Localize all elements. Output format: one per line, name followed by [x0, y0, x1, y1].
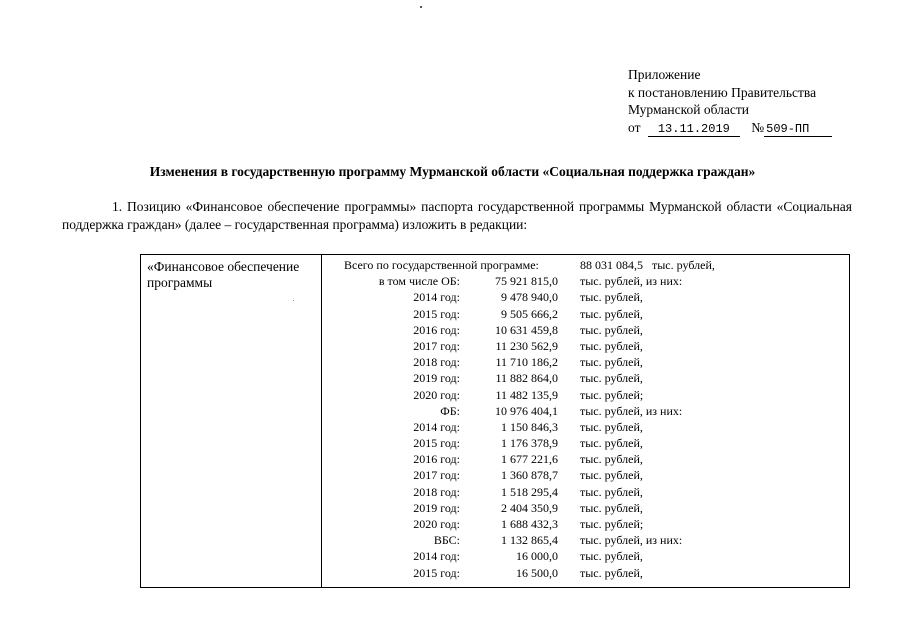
- appendix-header: [628, 66, 832, 137]
- financing-row: [322, 306, 850, 322]
- financing-row-label: 2019 год:: [413, 371, 460, 386]
- financing-row-value: 1 360 878,7: [501, 468, 558, 483]
- financing-row-unit: тыс. рублей,: [580, 452, 643, 467]
- financing-row-label: ВБС:: [433, 533, 460, 548]
- financing-rows: [322, 257, 850, 581]
- financing-row: [322, 338, 850, 354]
- financing-row-unit: тыс. рублей,: [652, 258, 715, 272]
- financing-row: [322, 532, 850, 548]
- financing-row-value: 1 132 865,4: [501, 533, 558, 548]
- financing-row: [322, 565, 850, 581]
- financing-row-value: 10 631 459,8: [495, 322, 558, 337]
- financing-row-unit: тыс. рублей,: [580, 468, 643, 483]
- financing-row-value: 16 500,0: [516, 565, 558, 580]
- financing-row-unit: тыс. рублей;: [580, 387, 644, 402]
- financing-row-value: 9 478 940,0: [501, 290, 558, 305]
- resolution-number: 509-ПП: [764, 122, 832, 137]
- financing-row-value: 16 000,0: [516, 549, 558, 564]
- financing-row: [322, 273, 850, 289]
- financing-row-label: ФБ:: [440, 403, 460, 418]
- financing-row-label: 2018 год:: [413, 484, 460, 499]
- financing-row-unit: тыс. рублей,: [580, 436, 643, 451]
- financing-row-unit: тыс. рублей,: [580, 322, 643, 337]
- intro-paragraph: [62, 198, 852, 234]
- financing-row: [322, 516, 850, 532]
- document-title: Изменения в государственную программу Мурманской области «Социальная поддержка граждан»: [149, 164, 756, 179]
- financing-row-unit: тыс. рублей,: [580, 371, 643, 386]
- resolution-date: 13.11.2019: [648, 122, 740, 137]
- financing-row-value: 2 404 350,9: [501, 500, 558, 515]
- financing-row-value: 1 518 295,4: [501, 484, 558, 499]
- financing-row-unit: тыс. рублей,: [580, 355, 643, 370]
- scan-speck: [293, 300, 294, 301]
- financing-row-label: 2016 год:: [413, 452, 460, 467]
- financing-row: [322, 387, 850, 403]
- financing-row-unit: тыс. рублей, из них:: [580, 533, 683, 548]
- financing-row: [322, 548, 850, 564]
- financing-row-value: 11 482 135,9: [495, 387, 558, 402]
- number-sign: №: [751, 119, 765, 135]
- financing-row-value: 88 031 084,5: [580, 258, 643, 272]
- financing-row: [322, 289, 850, 305]
- from-prefix: от: [628, 119, 641, 135]
- financing-row-label: 2020 год:: [413, 517, 460, 531]
- financing-label: «Финансовое обеспечение программы: [147, 259, 300, 290]
- financing-row-value: 1 150 846,3: [501, 419, 558, 434]
- appendix-line-2: к постановлению Правительства: [628, 84, 817, 100]
- financing-row-label: 2015 год:: [413, 565, 460, 580]
- financing-row-label: 2018 год:: [413, 355, 460, 370]
- intro-text: 1. Позицию «Финансовое обеспечение программы» паспорта государственной программы Мурманской области «Социальная поддержка граждан» (далее – государственная программа) изложить в редакции:: [62, 199, 852, 232]
- financing-row-unit: тыс. рублей,: [580, 338, 643, 353]
- financing-table: [140, 254, 850, 588]
- financing-row-unit: тыс. рублей,: [580, 549, 643, 564]
- financing-row: [322, 354, 850, 370]
- financing-row-label: 2014 год:: [413, 290, 460, 305]
- financing-row-value: 9 505 666,2: [501, 306, 558, 321]
- financing-row-unit: тыс. рублей,: [580, 565, 643, 580]
- financing-row: [322, 500, 850, 516]
- financing-row-label: 2020 год:: [413, 387, 460, 402]
- financing-row-label: 2017 год:: [413, 338, 460, 353]
- financing-row-value: 1 688 432,3: [501, 517, 558, 531]
- financing-row-label: в том числе ОБ:: [378, 274, 460, 289]
- financing-row-label: 2014 год:: [413, 549, 460, 564]
- financing-row: [322, 451, 850, 467]
- appendix-line-3: Мурманской области: [628, 102, 749, 117]
- financing-row-label: 2014 год:: [413, 419, 460, 434]
- financing-row-value: 11 230 562,9: [495, 338, 558, 353]
- financing-row: [322, 257, 850, 273]
- financing-row-unit: тыс. рублей,: [580, 290, 643, 305]
- financing-row-unit: тыс. рублей,: [580, 306, 643, 321]
- financing-row-unit: тыс. рублей,: [580, 484, 643, 499]
- financing-row: [322, 370, 850, 386]
- financing-row-value: 1 677 221,6: [501, 452, 558, 467]
- financing-row: [322, 435, 850, 451]
- financing-row-value: 10 976 404,1: [495, 403, 558, 418]
- financing-row-label: Всего по государственной программе:: [344, 258, 539, 272]
- financing-row-label: 2016 год:: [413, 322, 460, 337]
- financing-row-value: 1 176 378,9: [501, 436, 558, 451]
- financing-row-value: 11 710 186,2: [495, 355, 558, 370]
- financing-row-unit: тыс. рублей;: [580, 517, 644, 531]
- financing-row-label: 2017 год:: [413, 468, 460, 483]
- financing-row-label: 2015 год:: [413, 436, 460, 451]
- financing-row-unit: тыс. рублей, из них:: [580, 274, 683, 289]
- financing-row: [322, 467, 850, 483]
- financing-row: [322, 322, 850, 338]
- appendix-date-number-row: [628, 119, 832, 137]
- financing-row-unit: тыс. рублей,: [580, 419, 643, 434]
- financing-row-label: 2019 год:: [413, 500, 460, 515]
- financing-row: [322, 419, 850, 435]
- financing-row: [322, 403, 850, 419]
- scan-speck: [420, 6, 422, 8]
- financing-row-value: 75 921 815,0: [495, 274, 558, 289]
- financing-row-unit: тыс. рублей, из них:: [580, 403, 683, 418]
- financing-row-unit: тыс. рублей,: [580, 500, 643, 515]
- financing-row: [322, 484, 850, 500]
- appendix-line-1: Приложение: [628, 67, 701, 82]
- financing-row-value: 11 882 864,0: [495, 371, 558, 386]
- financing-row-label: 2015 год:: [413, 306, 460, 321]
